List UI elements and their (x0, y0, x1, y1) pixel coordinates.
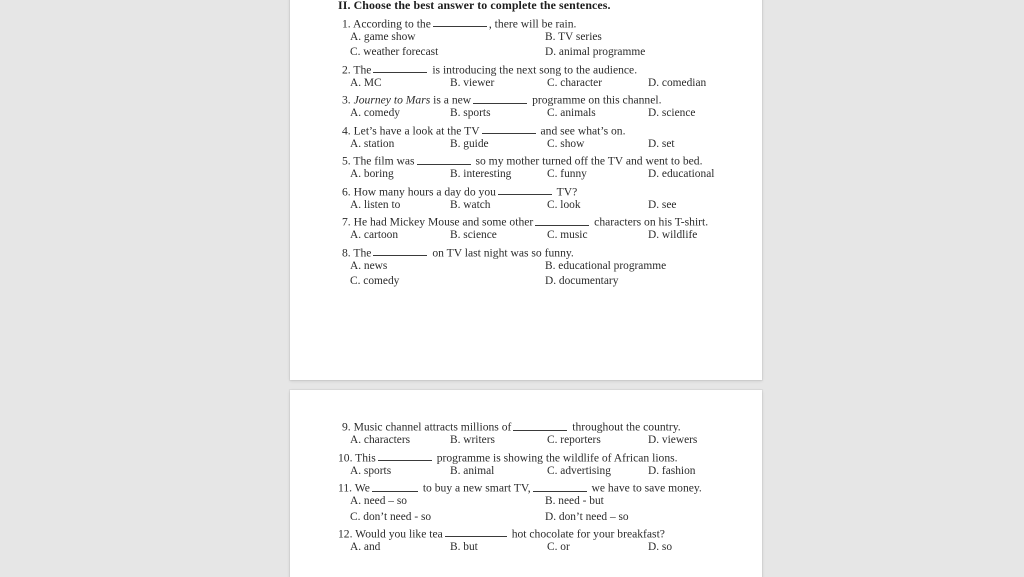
option-d[interactable]: D. fashion (648, 464, 696, 477)
option-b[interactable]: B. interesting (450, 168, 512, 181)
question-6 (312, 185, 740, 212)
option-c[interactable]: C. reporters (547, 434, 601, 447)
question-11 (312, 481, 740, 523)
question-10-prompt (338, 451, 740, 464)
option-row (312, 261, 740, 272)
option-d[interactable]: D. comedian (648, 76, 707, 89)
question-6-options (312, 200, 740, 211)
option-c[interactable]: C. show (547, 137, 585, 150)
option-d[interactable]: D. viewers (648, 434, 698, 447)
option-row (312, 496, 740, 507)
answer-blank (533, 481, 587, 492)
answer-blank (373, 246, 427, 257)
option-b[interactable]: B. watch (450, 198, 491, 211)
option-b[interactable]: B. science (450, 229, 497, 242)
option-row (312, 512, 740, 523)
question-7 (312, 215, 740, 242)
option-b[interactable]: B. need - but (545, 495, 604, 508)
page-1-body (312, 0, 740, 288)
question-1-prompt-after: , there will be rain. (488, 17, 577, 31)
question-11-prompt-before: 11. We (338, 481, 370, 495)
option-a[interactable]: A. MC (350, 76, 382, 89)
option-d[interactable]: D. set (648, 137, 675, 150)
question-4 (312, 124, 740, 151)
option-c[interactable]: C. funny (547, 168, 587, 181)
option-c[interactable]: C. or (547, 541, 570, 553)
question-12 (312, 527, 740, 554)
question-3-prompt (342, 93, 740, 106)
option-a[interactable]: A. boring (350, 168, 394, 181)
option-row (312, 276, 740, 287)
option-c[interactable]: C. look (547, 198, 581, 211)
option-d[interactable]: D. educational (648, 168, 715, 181)
question-2-options (312, 78, 740, 89)
question-5 (312, 154, 740, 181)
question-9-prompt-before: 9. Music channel attracts millions of (342, 420, 512, 434)
option-a[interactable]: A. need – so (350, 495, 407, 508)
option-a[interactable]: A. characters (350, 434, 411, 447)
answer-blank (498, 185, 552, 196)
answer-blank (378, 451, 432, 462)
option-d[interactable]: D. science (648, 107, 696, 120)
document-page-1 (290, 0, 762, 380)
option-c[interactable]: C. animals (547, 107, 596, 120)
question-8-options (312, 261, 740, 288)
question-1 (312, 17, 740, 59)
section-heading: II. Choose the best answer to complete the sentences. (338, 0, 611, 12)
question-7-prompt (342, 215, 740, 228)
option-d[interactable]: D. wildlife (648, 229, 698, 242)
option-b[interactable]: B. guide (450, 137, 489, 150)
option-d[interactable]: D. so (648, 541, 673, 553)
question-5-prompt-before: 5. The film was (342, 154, 415, 168)
option-c[interactable]: C. music (547, 229, 588, 242)
answer-blank (372, 481, 418, 492)
option-row (312, 47, 740, 58)
option-b[interactable]: B. educational programme (545, 259, 667, 272)
question-3-prompt-mid: is a new (433, 93, 472, 107)
question-6-prompt-before: 6. How many hours a day do you (342, 185, 496, 199)
option-a[interactable]: A. sports (350, 464, 392, 477)
question-2 (312, 63, 740, 90)
question-4-options (312, 139, 740, 150)
question-3-prompt-before: 3. (342, 93, 351, 107)
option-c[interactable]: C. weather forecast (350, 46, 439, 59)
question-8-prompt (342, 246, 740, 259)
question-4-prompt-before: 4. Let’s have a look at the TV (342, 124, 480, 138)
question-9-options (312, 435, 740, 446)
option-b[interactable]: B. viewer (450, 76, 495, 89)
question-2-prompt (342, 63, 740, 76)
question-10-options (312, 466, 740, 477)
question-3-title: Journey to Mars (353, 93, 431, 107)
option-c[interactable]: C. comedy (350, 275, 400, 288)
question-1-prompt (342, 17, 740, 30)
option-b[interactable]: B. animal (450, 464, 495, 477)
question-11-prompt-after: we have to save money. (591, 481, 702, 495)
question-4-prompt-after: and see what’s on. (540, 124, 626, 138)
question-7-options (312, 230, 740, 241)
option-d[interactable]: D. animal programme (545, 46, 646, 59)
question-5-options (312, 169, 740, 180)
question-5-prompt (342, 154, 740, 167)
option-row (312, 32, 740, 43)
answer-blank (513, 420, 567, 431)
question-12-prompt (338, 527, 740, 540)
question-9 (312, 420, 740, 447)
question-8-prompt-before: 8. The (342, 246, 372, 260)
question-7-prompt-after: characters on his T-shirt. (594, 215, 709, 229)
option-a[interactable]: A. comedy (350, 107, 400, 120)
question-3-prompt-after: programme on this channel. (532, 93, 662, 107)
question-5-prompt-after: so my mother turned off the TV and went to bed. (475, 154, 703, 168)
question-12-prompt-after: hot chocolate for your breakfast? (511, 527, 665, 541)
option-a[interactable]: A. and (350, 541, 381, 553)
option-d[interactable]: D. documentary (545, 275, 619, 288)
question-3 (312, 93, 740, 120)
question-4-prompt (342, 124, 740, 137)
question-12-prompt-before: 12. Would you like tea (338, 527, 443, 541)
option-a[interactable]: A. game show (350, 31, 416, 43)
question-11-prompt (338, 481, 740, 494)
option-d[interactable]: D. don’t need – so (545, 510, 629, 523)
option-c[interactable]: C. advertising (547, 464, 611, 477)
document-page-2 (290, 390, 762, 577)
question-2-prompt-after: is introducing the next song to the audience. (432, 63, 638, 77)
question-1-options (312, 32, 740, 59)
question-6-prompt-after: TV? (556, 185, 578, 199)
question-10-prompt-before: 10. This (338, 451, 376, 464)
question-1-prompt-before: 1. According to the (342, 17, 431, 31)
answer-blank (535, 215, 589, 226)
option-a[interactable]: A. station (350, 137, 395, 150)
option-a[interactable]: A. news (350, 259, 388, 272)
question-11-options (312, 496, 740, 523)
question-10-prompt-after: programme is showing the wildlife of African lions. (436, 451, 678, 464)
option-b[interactable]: B. but (450, 541, 478, 553)
question-6-prompt (342, 185, 740, 198)
answer-blank (482, 124, 536, 135)
question-8 (312, 246, 740, 288)
option-d[interactable]: D. see (648, 198, 677, 211)
answer-blank (373, 63, 427, 74)
option-c[interactable]: C. don’t need - so (350, 510, 432, 523)
answer-blank (445, 527, 507, 538)
answer-blank (473, 93, 527, 104)
option-b[interactable]: B. writers (450, 434, 495, 447)
option-a[interactable]: A. cartoon (350, 229, 399, 242)
page-2-body (312, 420, 740, 553)
answer-blank (417, 154, 471, 165)
question-2-prompt-before: 2. The (342, 63, 372, 77)
question-11-prompt-mid: to buy a new smart TV, (422, 481, 531, 495)
question-7-prompt-before: 7. He had Mickey Mouse and some other (342, 215, 534, 229)
question-12-options (312, 542, 740, 553)
question-8-prompt-after: on TV last night was so funny. (432, 246, 574, 260)
option-b[interactable]: B. sports (450, 107, 491, 120)
answer-blank (433, 17, 487, 28)
option-b[interactable]: B. TV series (545, 31, 602, 43)
question-10 (312, 451, 740, 478)
option-c[interactable]: C. character (547, 76, 603, 89)
question-9-prompt-after: throughout the country. (572, 420, 681, 434)
question-3-options (312, 108, 740, 119)
question-9-prompt (342, 420, 740, 433)
option-a[interactable]: A. listen to (350, 198, 401, 211)
